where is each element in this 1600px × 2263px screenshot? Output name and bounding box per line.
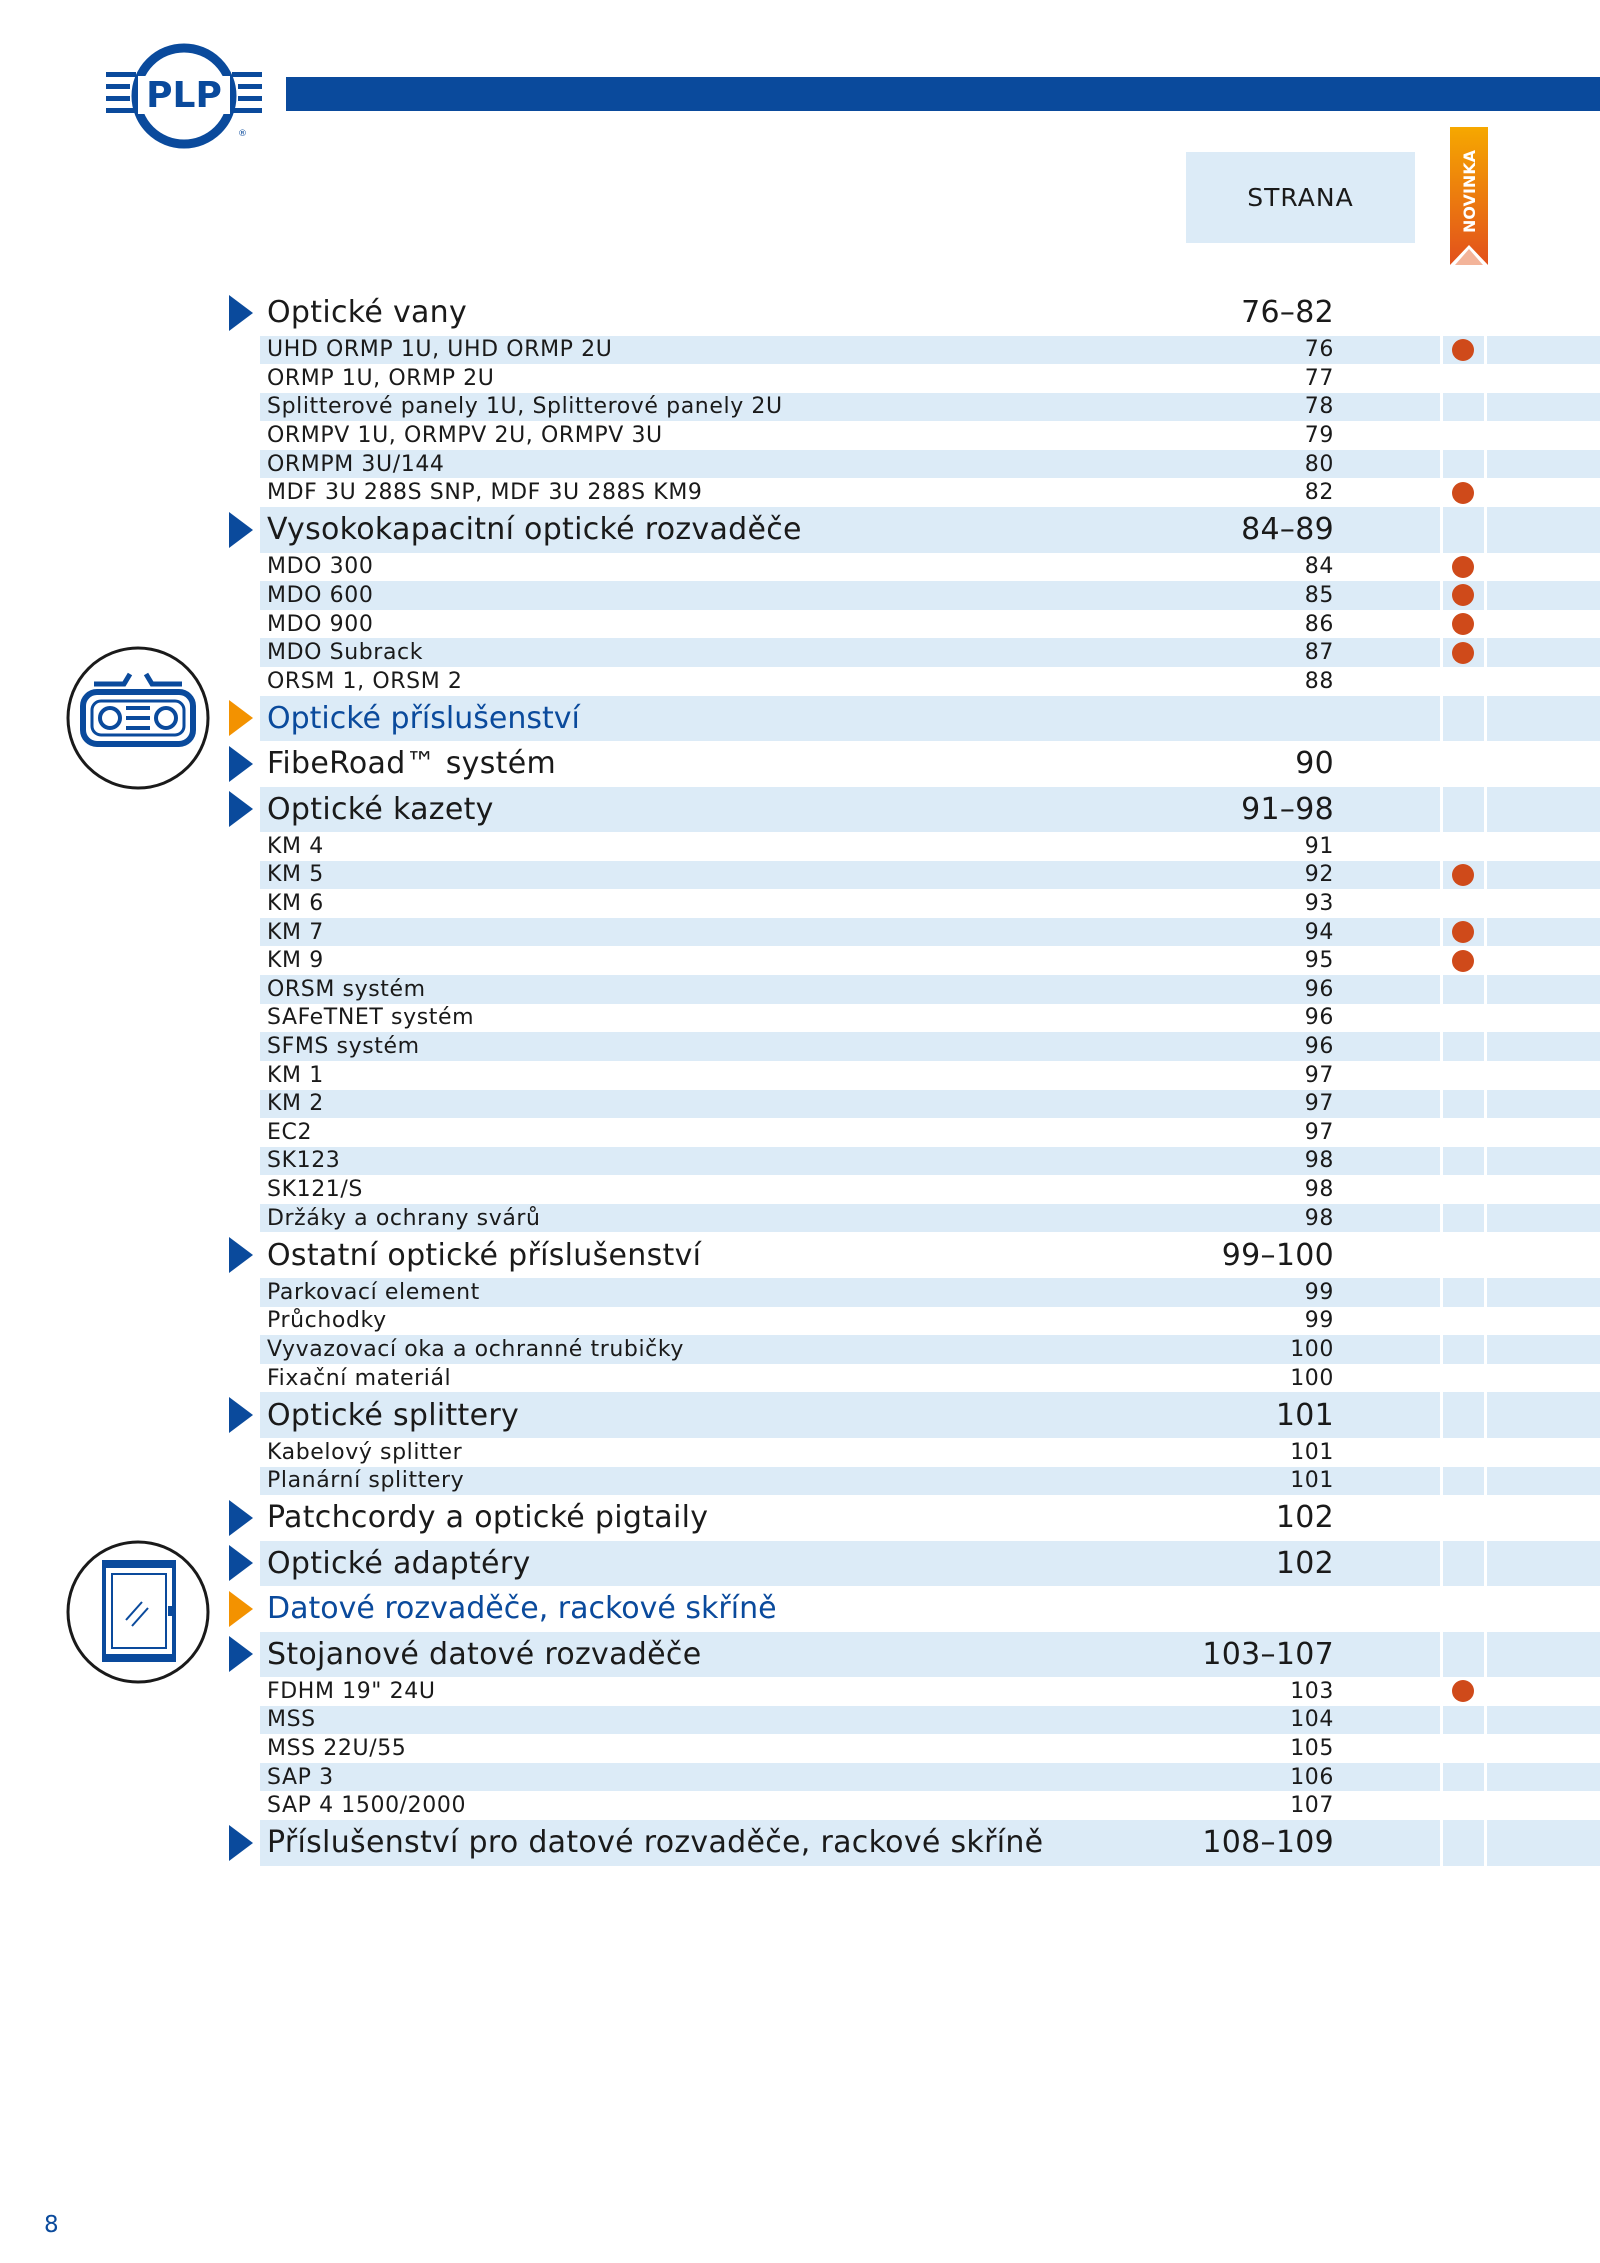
column-separator — [1484, 1004, 1487, 1033]
toc-page: 76 — [1304, 337, 1334, 363]
column-separator — [1440, 1706, 1443, 1735]
toc-page: 86 — [1304, 611, 1334, 637]
row-background — [260, 1706, 1600, 1735]
heading-arrow-icon — [229, 1397, 253, 1433]
toc-item-row — [0, 1175, 1600, 1204]
toc-heading-row — [0, 787, 1600, 833]
column-separator — [1440, 787, 1443, 833]
column-separator — [1484, 667, 1487, 696]
logo-text: PLP — [146, 75, 222, 116]
column-separator — [1440, 1175, 1443, 1204]
toc-page: 98 — [1304, 1177, 1334, 1203]
toc-item-row — [0, 667, 1600, 696]
toc-label: Patchcordy a optické pigtaily — [267, 1500, 709, 1536]
column-separator — [1484, 861, 1487, 890]
column-separator — [1484, 1364, 1487, 1393]
column-separator — [1440, 918, 1443, 947]
column-separator — [1440, 1278, 1443, 1307]
column-separator — [1440, 450, 1443, 479]
row-background — [260, 975, 1600, 1004]
toc-label: KM 5 — [267, 862, 324, 888]
column-separator — [1440, 393, 1443, 422]
new-indicator-dot — [1452, 339, 1474, 361]
column-separator — [1484, 1467, 1487, 1496]
column-separator — [1484, 507, 1487, 553]
toc-page: 106 — [1290, 1764, 1334, 1790]
toc-label: KM 7 — [267, 919, 324, 945]
toc-page: 91 — [1304, 833, 1334, 859]
column-separator — [1484, 1061, 1487, 1090]
column-separator — [1440, 1763, 1443, 1792]
toc-item-row — [0, 1677, 1600, 1706]
row-background — [260, 1147, 1600, 1176]
column-separator — [1440, 1233, 1443, 1279]
toc-label: MSS — [267, 1707, 316, 1733]
column-separator — [1440, 667, 1443, 696]
toc-page: 99 — [1304, 1308, 1334, 1334]
toc-item-row — [0, 1364, 1600, 1393]
toc-item-row — [0, 918, 1600, 947]
row-background — [260, 553, 1600, 582]
toc-label: SAP 4 1500/2000 — [267, 1793, 467, 1819]
row-background — [260, 581, 1600, 610]
column-separator — [1440, 696, 1443, 742]
heading-arrow-icon — [229, 295, 253, 331]
toc-page: 103 — [1290, 1678, 1334, 1704]
column-separator — [1440, 1586, 1443, 1632]
column-separator — [1484, 1204, 1487, 1233]
column-separator — [1484, 1438, 1487, 1467]
toc-page: 87 — [1304, 640, 1334, 666]
column-separator — [1484, 610, 1487, 639]
toc-label: Optické adaptéry — [267, 1545, 531, 1581]
new-indicator-dot — [1452, 613, 1474, 635]
column-separator — [1484, 1792, 1487, 1821]
toc-page: 85 — [1304, 582, 1334, 608]
toc-label: SAFeTNET systém — [267, 1005, 475, 1031]
column-separator — [1440, 1792, 1443, 1821]
column-separator — [1440, 610, 1443, 639]
toc-label: Fixační materiál — [267, 1365, 452, 1391]
page-column-label: STRANA — [1247, 183, 1354, 212]
toc-item-row — [0, 1706, 1600, 1735]
column-separator — [1440, 1004, 1443, 1033]
column-separator — [1440, 1467, 1443, 1496]
toc-label: MDO 300 — [267, 554, 374, 580]
column-separator — [1484, 1541, 1487, 1587]
column-separator — [1440, 1820, 1443, 1866]
toc-heading-row — [0, 1392, 1600, 1438]
column-separator — [1484, 581, 1487, 610]
toc-heading-row — [0, 290, 1600, 336]
toc-label: Průchodky — [267, 1308, 387, 1334]
heading-arrow-icon — [229, 1636, 253, 1672]
column-separator — [1440, 336, 1443, 365]
toc-page: 104 — [1290, 1707, 1334, 1733]
optical-accessories-icon — [66, 646, 210, 790]
registered-mark: ® — [238, 129, 247, 139]
column-separator — [1484, 1632, 1487, 1678]
toc-label: UHD ORMP 1U, UHD ORMP 2U — [267, 337, 613, 363]
toc-item-row — [0, 450, 1600, 479]
column-separator — [1484, 975, 1487, 1004]
toc-page: 96 — [1304, 976, 1334, 1002]
toc-item-row — [0, 610, 1600, 639]
toc-page: 100 — [1290, 1365, 1334, 1391]
toc-page: 97 — [1304, 1119, 1334, 1145]
toc-item-row — [0, 581, 1600, 610]
toc-label: FDHM 19" 24U — [267, 1678, 436, 1704]
column-separator — [1440, 364, 1443, 393]
toc-page: 97 — [1304, 1062, 1334, 1088]
toc-page: 96 — [1304, 1034, 1334, 1060]
toc-label: Optické kazety — [267, 791, 494, 827]
toc-page: 102 — [1275, 1545, 1334, 1581]
toc-label: Stojanové datové rozvaděče — [267, 1636, 702, 1672]
toc-label: EC2 — [267, 1119, 313, 1145]
column-separator — [1484, 1233, 1487, 1279]
toc-page: 107 — [1290, 1793, 1334, 1819]
column-separator — [1484, 696, 1487, 742]
row-background — [260, 1061, 1600, 1090]
toc-heading-row — [0, 1495, 1600, 1541]
toc-item-row — [0, 975, 1600, 1004]
column-separator — [1484, 918, 1487, 947]
toc-page: 78 — [1304, 394, 1334, 420]
row-background — [260, 861, 1600, 890]
toc-item-row — [0, 393, 1600, 422]
page-number: 8 — [44, 2212, 59, 2238]
toc-page: 91–98 — [1241, 791, 1334, 827]
column-separator — [1484, 1820, 1487, 1866]
heading-arrow-icon — [229, 1237, 253, 1273]
toc-page: 105 — [1290, 1736, 1334, 1762]
column-separator — [1440, 1118, 1443, 1147]
row-background — [260, 1118, 1600, 1147]
column-separator — [1440, 1438, 1443, 1467]
column-separator — [1484, 947, 1487, 976]
column-separator — [1484, 336, 1487, 365]
toc-label: Optické příslušenství — [267, 700, 580, 736]
toc-label: Držáky a ochrany svárů — [267, 1205, 541, 1231]
column-separator — [1440, 1677, 1443, 1706]
toc-heading-row — [0, 741, 1600, 787]
toc-page: 99 — [1304, 1279, 1334, 1305]
toc-label: SK121/S — [267, 1177, 363, 1203]
toc-page: 97 — [1304, 1091, 1334, 1117]
new-indicator-dot — [1452, 482, 1474, 504]
column-separator — [1484, 1147, 1487, 1176]
toc-item-row — [0, 1307, 1600, 1336]
column-separator — [1484, 421, 1487, 450]
column-separator — [1440, 1335, 1443, 1364]
column-separator — [1484, 1175, 1487, 1204]
row-background — [260, 1763, 1600, 1792]
column-separator — [1484, 1586, 1487, 1632]
toc-item-row — [0, 832, 1600, 861]
toc-page: 92 — [1304, 862, 1334, 888]
column-separator — [1484, 553, 1487, 582]
toc-page: 80 — [1304, 451, 1334, 477]
column-separator — [1484, 1763, 1487, 1792]
row-background — [260, 610, 1600, 639]
column-separator — [1484, 1278, 1487, 1307]
toc-item-row — [0, 1204, 1600, 1233]
toc-label: MDF 3U 288S SNP, MDF 3U 288S KM9 — [267, 480, 703, 506]
row-background — [260, 1090, 1600, 1119]
column-separator — [1484, 1335, 1487, 1364]
toc-label: Optické vany — [267, 295, 468, 331]
toc-label: Datové rozvaděče, rackové skříně — [267, 1591, 777, 1627]
toc-label: Parkovací element — [267, 1279, 480, 1305]
toc-item-row — [0, 1090, 1600, 1119]
toc-page: 103–107 — [1202, 1636, 1334, 1672]
toc-item-row — [0, 1734, 1600, 1763]
column-separator — [1440, 1061, 1443, 1090]
toc-label: MDO Subrack — [267, 640, 424, 666]
toc-label: SAP 3 — [267, 1764, 334, 1790]
column-separator — [1484, 889, 1487, 918]
column-separator — [1440, 1541, 1443, 1587]
toc-item-row — [0, 1438, 1600, 1467]
toc-page: 98 — [1304, 1148, 1334, 1174]
toc-label: ORMP 1U, ORMP 2U — [267, 365, 495, 391]
column-separator — [1484, 1118, 1487, 1147]
heading-arrow-icon — [229, 1825, 253, 1861]
toc-item-row — [0, 1467, 1600, 1496]
column-separator — [1440, 947, 1443, 976]
toc-page: 95 — [1304, 948, 1334, 974]
toc-section-row — [0, 696, 1600, 742]
toc-label: KM 2 — [267, 1091, 324, 1117]
toc-page: 76–82 — [1241, 295, 1334, 331]
column-separator — [1484, 1392, 1487, 1438]
new-badge-label: NOVINKA — [1460, 149, 1479, 233]
column-separator — [1440, 507, 1443, 553]
column-separator — [1484, 393, 1487, 422]
toc-label: ORMPM 3U/144 — [267, 451, 445, 477]
toc-heading-row — [0, 1632, 1600, 1678]
toc-page: 101 — [1290, 1439, 1334, 1465]
toc-label: Ostatní optické příslušenství — [267, 1237, 702, 1273]
column-separator — [1484, 1032, 1487, 1061]
toc-label: SFMS systém — [267, 1034, 420, 1060]
column-separator — [1484, 290, 1487, 336]
row-background — [260, 1175, 1600, 1204]
toc-item-row — [0, 1792, 1600, 1821]
heading-arrow-icon — [229, 512, 253, 548]
toc-label: Kabelový splitter — [267, 1439, 463, 1465]
column-separator — [1440, 581, 1443, 610]
toc-label: Splitterové panely 1U, Splitterové panely 2U — [267, 394, 783, 420]
toc-item-row — [0, 889, 1600, 918]
toc-page: 77 — [1304, 365, 1334, 391]
section-arrow-icon — [229, 700, 253, 736]
toc-item-row — [0, 638, 1600, 667]
column-separator — [1440, 1307, 1443, 1336]
column-separator — [1484, 450, 1487, 479]
column-separator — [1440, 1147, 1443, 1176]
new-indicator-dot — [1452, 556, 1474, 578]
row-background — [260, 450, 1600, 479]
new-indicator-dot — [1452, 642, 1474, 664]
toc-page: 102 — [1275, 1500, 1334, 1536]
toc-page: 101 — [1275, 1397, 1334, 1433]
toc-label: MDO 900 — [267, 611, 374, 637]
column-separator — [1440, 741, 1443, 787]
heading-arrow-icon — [229, 791, 253, 827]
toc-item-row — [0, 1335, 1600, 1364]
toc-item-row — [0, 1118, 1600, 1147]
section-arrow-icon — [229, 1591, 253, 1627]
column-separator — [1440, 861, 1443, 890]
row-background — [260, 1032, 1600, 1061]
toc-page: 88 — [1304, 668, 1334, 694]
column-separator — [1440, 1364, 1443, 1393]
column-separator — [1484, 1734, 1487, 1763]
column-separator — [1484, 832, 1487, 861]
toc-label: Příslušenství pro datové rozvaděče, rackové skříně — [267, 1825, 1044, 1861]
toc-heading-row — [0, 1820, 1600, 1866]
toc-item-row — [0, 1032, 1600, 1061]
row-background — [260, 832, 1600, 861]
toc-label: ORSM systém — [267, 976, 426, 1002]
row-background — [260, 947, 1600, 976]
toc-item-row — [0, 336, 1600, 365]
row-background — [260, 1677, 1600, 1706]
column-separator — [1440, 1090, 1443, 1119]
toc-page: 79 — [1304, 423, 1334, 449]
column-separator — [1440, 1734, 1443, 1763]
toc-page: 98 — [1304, 1205, 1334, 1231]
toc-item-row — [0, 1004, 1600, 1033]
toc-label: KM 6 — [267, 891, 324, 917]
column-separator — [1440, 290, 1443, 336]
column-separator — [1440, 1032, 1443, 1061]
column-separator — [1440, 832, 1443, 861]
column-separator — [1440, 1495, 1443, 1541]
toc-page: 99–100 — [1221, 1237, 1334, 1273]
toc-label: MDO 600 — [267, 582, 374, 608]
heading-arrow-icon — [229, 1545, 253, 1581]
toc-heading-row — [0, 1541, 1600, 1587]
heading-arrow-icon — [229, 1500, 253, 1536]
heading-arrow-icon — [229, 746, 253, 782]
toc-item-row — [0, 861, 1600, 890]
row-background — [260, 889, 1600, 918]
toc-item-row — [0, 364, 1600, 393]
toc-page: 101 — [1290, 1468, 1334, 1494]
column-separator — [1484, 1677, 1487, 1706]
toc-heading-row — [0, 507, 1600, 553]
row-background — [260, 918, 1600, 947]
toc-label: MSS 22U/55 — [267, 1736, 407, 1762]
column-separator — [1484, 638, 1487, 667]
column-separator — [1440, 1204, 1443, 1233]
toc-label: FibeRoad™ systém — [267, 746, 556, 782]
row-background — [260, 1307, 1600, 1336]
column-separator — [1484, 1706, 1487, 1735]
new-indicator-dot — [1452, 864, 1474, 886]
column-separator — [1484, 1090, 1487, 1119]
column-separator — [1440, 1632, 1443, 1678]
toc-label: ORSM 1, ORSM 2 — [267, 668, 463, 694]
new-indicator-dot — [1452, 950, 1474, 972]
row-background — [260, 1364, 1600, 1393]
toc-section-row — [0, 1586, 1600, 1632]
toc-item-row — [0, 1061, 1600, 1090]
toc-label: KM 4 — [267, 833, 324, 859]
toc-page: 90 — [1295, 746, 1334, 782]
column-separator — [1440, 553, 1443, 582]
column-separator — [1440, 638, 1443, 667]
toc-item-row — [0, 479, 1600, 508]
toc-label: SK123 — [267, 1148, 341, 1174]
toc-label: Planární splittery — [267, 1468, 465, 1494]
row-background — [260, 638, 1600, 667]
toc-label: KM 9 — [267, 948, 324, 974]
toc-label: KM 1 — [267, 1062, 324, 1088]
toc-item-row — [0, 947, 1600, 976]
toc-page: 82 — [1304, 480, 1334, 506]
column-separator — [1484, 1307, 1487, 1336]
column-separator — [1484, 479, 1487, 508]
toc-item-row — [0, 1147, 1600, 1176]
column-separator — [1440, 421, 1443, 450]
toc-page: 108–109 — [1202, 1825, 1334, 1861]
row-background — [260, 1734, 1600, 1763]
toc-page: 84 — [1304, 554, 1334, 580]
toc-page: 96 — [1304, 1005, 1334, 1031]
column-separator — [1484, 787, 1487, 833]
column-separator — [1484, 741, 1487, 787]
toc-page: 100 — [1290, 1336, 1334, 1362]
rack-cabinet-icon — [66, 1540, 210, 1684]
column-separator — [1440, 1392, 1443, 1438]
toc-label: ORMPV 1U, ORMPV 2U, ORMPV 3U — [267, 423, 663, 449]
column-separator — [1440, 889, 1443, 918]
toc-page: 84–89 — [1241, 512, 1334, 548]
column-separator — [1440, 975, 1443, 1004]
toc-label: Optické splittery — [267, 1397, 520, 1433]
toc-heading-row — [0, 1233, 1600, 1279]
toc-label: Vyvazovací oka a ochranné trubičky — [267, 1336, 685, 1362]
toc-item-row — [0, 1278, 1600, 1307]
column-separator — [1484, 364, 1487, 393]
toc-page: 94 — [1304, 919, 1334, 945]
toc-item-row — [0, 553, 1600, 582]
toc-item-row — [0, 421, 1600, 450]
toc-page: 93 — [1304, 891, 1334, 917]
column-separator — [1440, 479, 1443, 508]
toc-label: Vysokokapacitní optické rozvaděče — [267, 512, 802, 548]
toc-item-row — [0, 1763, 1600, 1792]
column-separator — [1484, 1495, 1487, 1541]
